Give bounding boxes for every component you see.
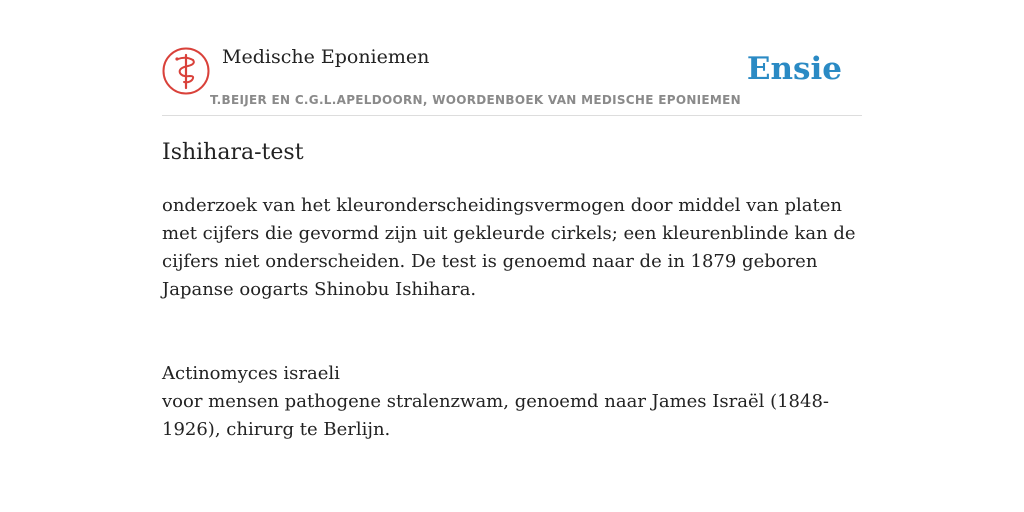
- entry-definition: onderzoek van het kleuronderscheidingsvermogen door middel van platen met cijfers die gevormd zijn uit gekleurde cirkels; een kleurenblinde kan de cijfers niet onderscheiden. De test is genoemd naar de in 1879 geboren Japanse oogarts Shinobu Ishihara.: [162, 195, 856, 300]
- related-term[interactable]: Actinomyces israeli: [162, 363, 340, 384]
- entry-headword: Ishihara-test: [162, 140, 304, 165]
- divider: [162, 115, 862, 116]
- source-subtitle[interactable]: T.BEIJER EN C.G.L.APELDOORN, WOORDENBOEK VAN MEDISCHE EPONIEMEN: [210, 93, 742, 107]
- source-title[interactable]: Medische Eponiemen: [222, 46, 430, 68]
- related-entry: [162, 360, 862, 444]
- caduceus-icon: [162, 47, 210, 95]
- brand-logo[interactable]: Ensie: [746, 51, 842, 87]
- related-definition: voor mensen pathogene stralenzwam, genoemd naar James Israël (1848-1926), chirurg te Berlijn.: [162, 391, 829, 440]
